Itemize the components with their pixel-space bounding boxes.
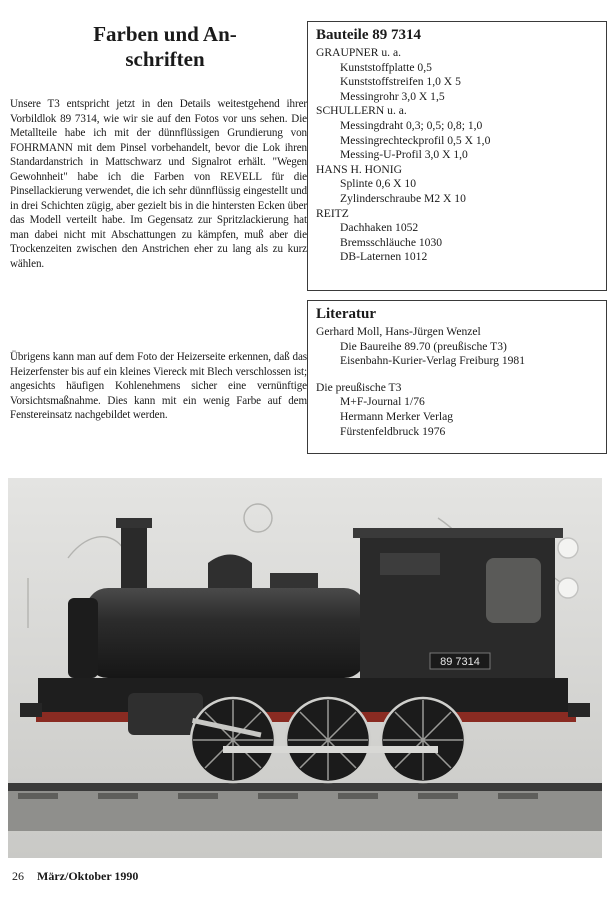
boiler bbox=[86, 588, 366, 678]
literature-line: Eisenbahn-Kurier-Verlag Freiburg 1981 bbox=[340, 354, 526, 368]
literature-list bbox=[316, 325, 598, 439]
parts-item: Messingdraht 0,3; 0,5; 0,8; 1,0 bbox=[340, 118, 483, 132]
steam-dome bbox=[208, 555, 252, 589]
literature-line: Die Baureihe 89.70 (preußische T3) bbox=[340, 339, 507, 353]
parts-vendor: GRAUPNER u. a. bbox=[316, 46, 402, 59]
locomotive-photo bbox=[8, 478, 602, 858]
parts-item: Dachhaken 1052 bbox=[340, 221, 419, 235]
literature-line: Fürstenfeldbruck 1976 bbox=[340, 424, 446, 438]
wheel-spokes bbox=[193, 700, 463, 780]
article-title bbox=[20, 22, 310, 72]
parts-item: Messingrechteckprofil 0,5 X 1,0 bbox=[340, 133, 491, 147]
literature-author: Gerhard Moll, Hans-Jürgen Wenzel bbox=[316, 325, 481, 338]
literature-line: Hermann Merker Verlag bbox=[340, 409, 454, 423]
parts-item: DB-Laternen 1012 bbox=[340, 250, 428, 264]
literature-spacer bbox=[316, 369, 598, 381]
literature-author: Die preußische T3 bbox=[316, 380, 402, 394]
page-number: 26 bbox=[12, 869, 24, 883]
cab-window bbox=[486, 558, 541, 623]
page-footer bbox=[12, 869, 138, 884]
issue-date: März/Oktober 1990 bbox=[37, 869, 139, 883]
rail bbox=[8, 783, 602, 791]
parts-item: Kunststoffstreifen 1,0 X 5 bbox=[340, 75, 461, 89]
smokebox bbox=[68, 598, 98, 678]
article-paragraph-1: Unsere T3 entspricht jetzt in den Details weitestgehend ihrer Vorbildlok 89 7314, wie wir sie auf den Fotos vor uns sehen. Die Metallteile habe ich mit der dünnflüssigen Grundierung von FOHRMANN mit dem Pinsel vorbehandelt, bevor die Lok ihren Standardanstrich in Mattschwarz und Signalrot erhält. "Wegen Gewohnheit" habe ich die Farben von REVELL für die Pinsellackierung verwendet, die ich sehr dünnflüssig eingestellt und in drei Schichten zügig, aber gezielt bis in die hintersten Ecken über das Modell verteilt habe. Im Gegensatz zur Spritzlackierung hat man dabei nicht mit Abschattungen zu kämpfen, muß aber die Trockenzeiten zwischen den Anstrichen eher zu lang als zu kurz wählen. bbox=[10, 98, 307, 270]
coupling-rod bbox=[223, 746, 438, 753]
parts-item: Splinte 0,6 X 10 bbox=[340, 177, 417, 191]
literature-line: M+F-Journal 1/76 bbox=[340, 395, 425, 409]
parts-item: Kunststoffplatte 0,5 bbox=[340, 60, 432, 74]
article-title-line-2: schriften bbox=[125, 47, 205, 71]
parts-vendor: HANS H. HONIG bbox=[316, 162, 402, 176]
literature-title: Literatur bbox=[316, 306, 376, 322]
coal-bunker bbox=[380, 553, 440, 575]
parts-item: Messing-U-Profil 3,0 X 1,0 bbox=[340, 148, 468, 162]
parts-item: Messingrohr 3,0 X 1,5 bbox=[340, 89, 445, 103]
parts-list-box bbox=[307, 21, 607, 291]
parts-vendor: REITZ bbox=[316, 206, 349, 220]
parts-item: Zylinderschraube M2 X 10 bbox=[340, 191, 466, 205]
parts-item: Bremsschläuche 1030 bbox=[340, 235, 443, 249]
article-title-line-1: Farben und An- bbox=[93, 22, 237, 46]
cab-roof bbox=[353, 528, 563, 538]
parts-list bbox=[316, 46, 598, 265]
article-paragraph-2: Übrigens kann man auf dem Foto der Heizerseite erkennen, daß das Heizerfenster bis auf ein kleines Viereck mit Blech verschlossen ist; angesichts häufigen Kohlenehmens sicher eine vernünftige Vorsichtsmaßnahme. Dies kann mit ein wenig Farbe auf dem Fenstereinsatz nachgebildet werden. bbox=[10, 351, 307, 421]
loco-number: 89 7314 bbox=[440, 656, 480, 668]
literature-box bbox=[307, 300, 607, 454]
parts-list-title: Bauteile 89 7314 bbox=[316, 27, 421, 43]
parts-vendor: SCHULLERN u. a. bbox=[316, 104, 407, 118]
